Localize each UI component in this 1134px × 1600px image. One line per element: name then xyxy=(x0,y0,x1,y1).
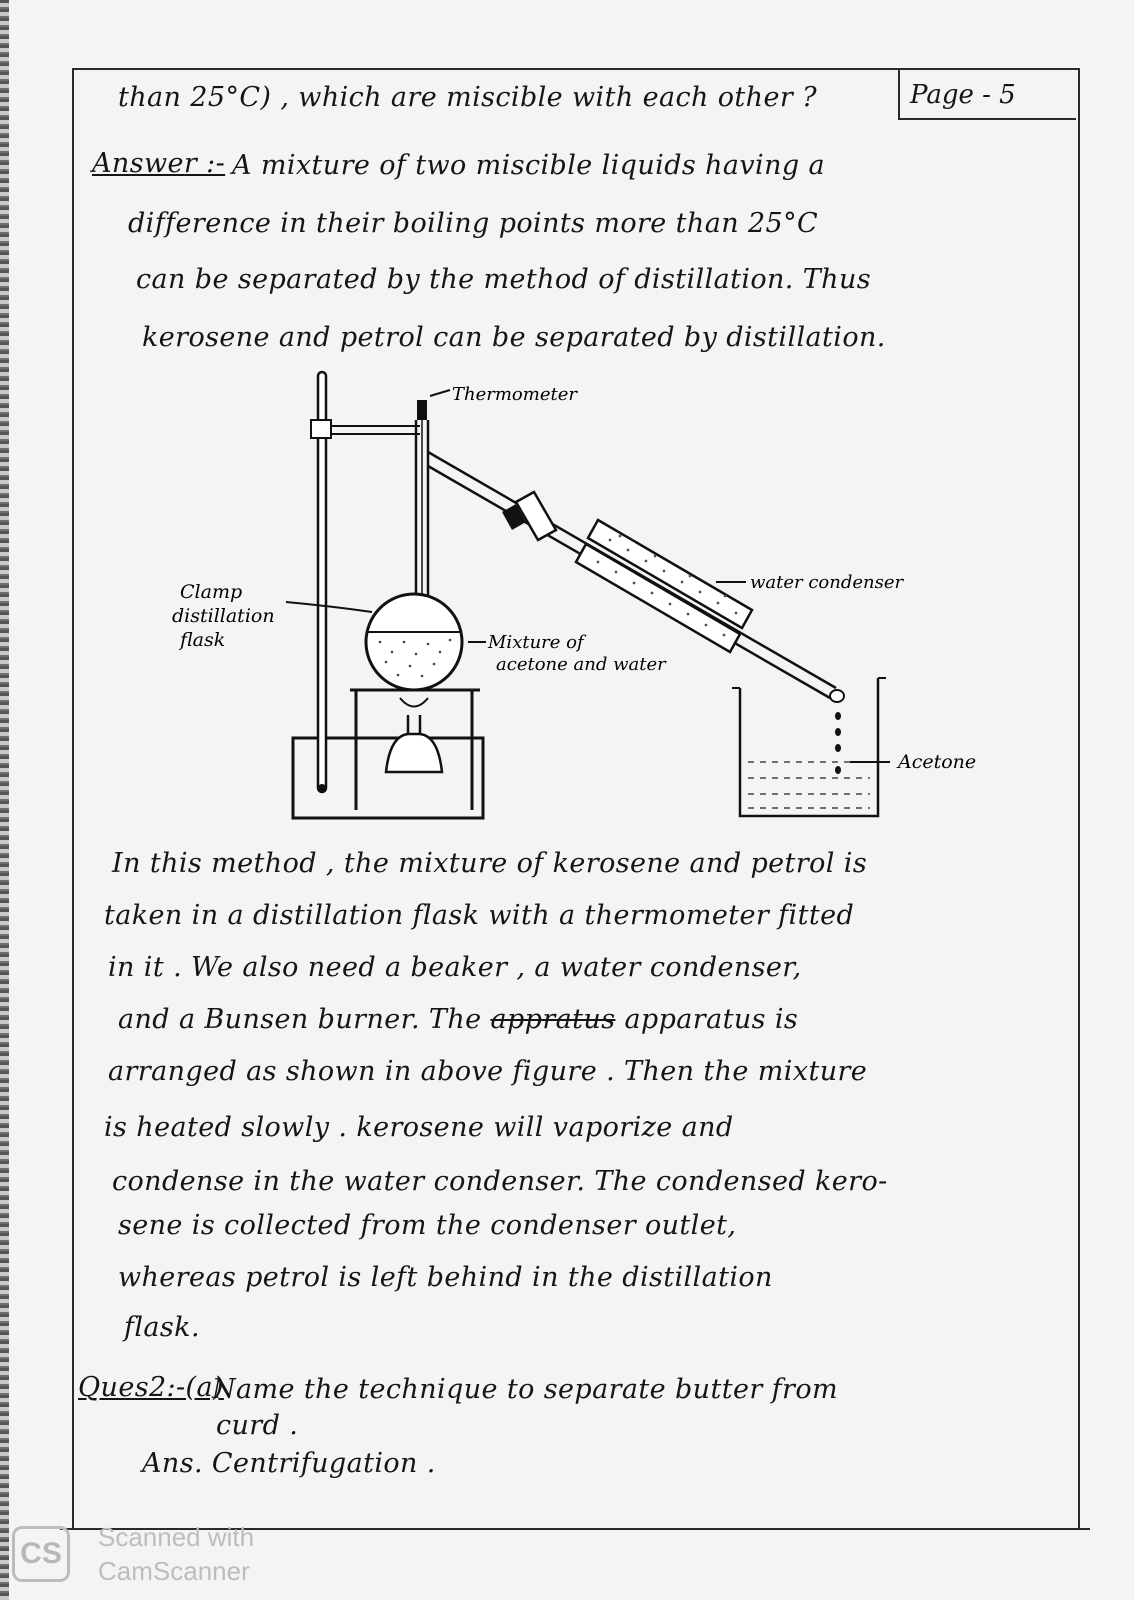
scan-edge xyxy=(0,0,9,1600)
para-line-1: In this method , the mixture of kerosene and petrol is xyxy=(112,848,868,879)
drops xyxy=(835,712,841,774)
answer-line: Ans. Centrifugation . xyxy=(142,1448,436,1479)
clamp-label-1: Clamp xyxy=(180,581,243,603)
text-line-1: A mixture of two miscible liquids having a xyxy=(232,150,826,181)
bunsen-burner xyxy=(386,698,442,772)
para-line-2: taken in a distillation flask with a thermometer fitted xyxy=(104,900,855,931)
question-line-2: curd . xyxy=(216,1410,299,1441)
para-line-4 xyxy=(118,1004,798,1035)
question-line-1: Name the technique to separate butter from xyxy=(212,1374,839,1405)
struck-word: appratus xyxy=(490,1004,616,1035)
camscanner-logo: CS xyxy=(12,1526,70,1582)
mixture-label-1: Mixture of xyxy=(488,632,584,653)
text-line-2: difference in their boiling points more than 25°C xyxy=(128,208,819,239)
question-label: Ques2:-(a) xyxy=(78,1372,224,1403)
distillation-diagram xyxy=(150,370,1050,850)
para-line-4-end: apparatus is xyxy=(624,1004,799,1035)
mixture-label-2: acetone and water xyxy=(496,654,666,675)
para-line-3: in it . We also need a beaker , a water condenser, xyxy=(108,952,802,983)
watermark-line-2: CamScanner xyxy=(98,1556,250,1586)
camscanner-watermark xyxy=(12,1518,312,1588)
para-line-4-start: and a Bunsen burner. The xyxy=(118,1004,482,1035)
text-line-4: kerosene and petrol can be separated by distillation. xyxy=(142,322,886,353)
distillation-flask xyxy=(366,594,462,690)
clamp-label-2: distillation xyxy=(172,605,275,627)
para-line-9: whereas petrol is left behind in the distillation xyxy=(118,1262,773,1293)
text-line-3: can be separated by the method of distillation. Thus xyxy=(136,264,872,295)
thermometer-label: Thermometer xyxy=(452,384,577,405)
para-line-6: is heated slowly . kerosene will vaporize and xyxy=(104,1112,734,1143)
para-line-8: sene is collected from the condenser outlet, xyxy=(118,1210,737,1241)
clamp-label-3: flask xyxy=(180,629,226,651)
para-line-10: flask. xyxy=(124,1312,200,1343)
water-condenser xyxy=(576,520,752,652)
watermark-line-1: Scanned with xyxy=(98,1522,255,1552)
condenser-label: water condenser xyxy=(750,572,904,593)
acetone-label: Acetone xyxy=(898,751,977,773)
clamp xyxy=(311,420,420,438)
para-line-5: arranged as shown in above figure . Then the mixture xyxy=(108,1056,868,1087)
para-line-7: condense in the water condenser. The condensed kero- xyxy=(112,1166,888,1197)
answer-label: Answer :- xyxy=(92,148,226,179)
page-number-box: Page - 5 xyxy=(898,70,1076,120)
thermometer xyxy=(417,400,427,610)
text-line-0: than 25°C) , which are miscible with each other ? xyxy=(118,82,818,113)
beaker xyxy=(732,678,886,816)
